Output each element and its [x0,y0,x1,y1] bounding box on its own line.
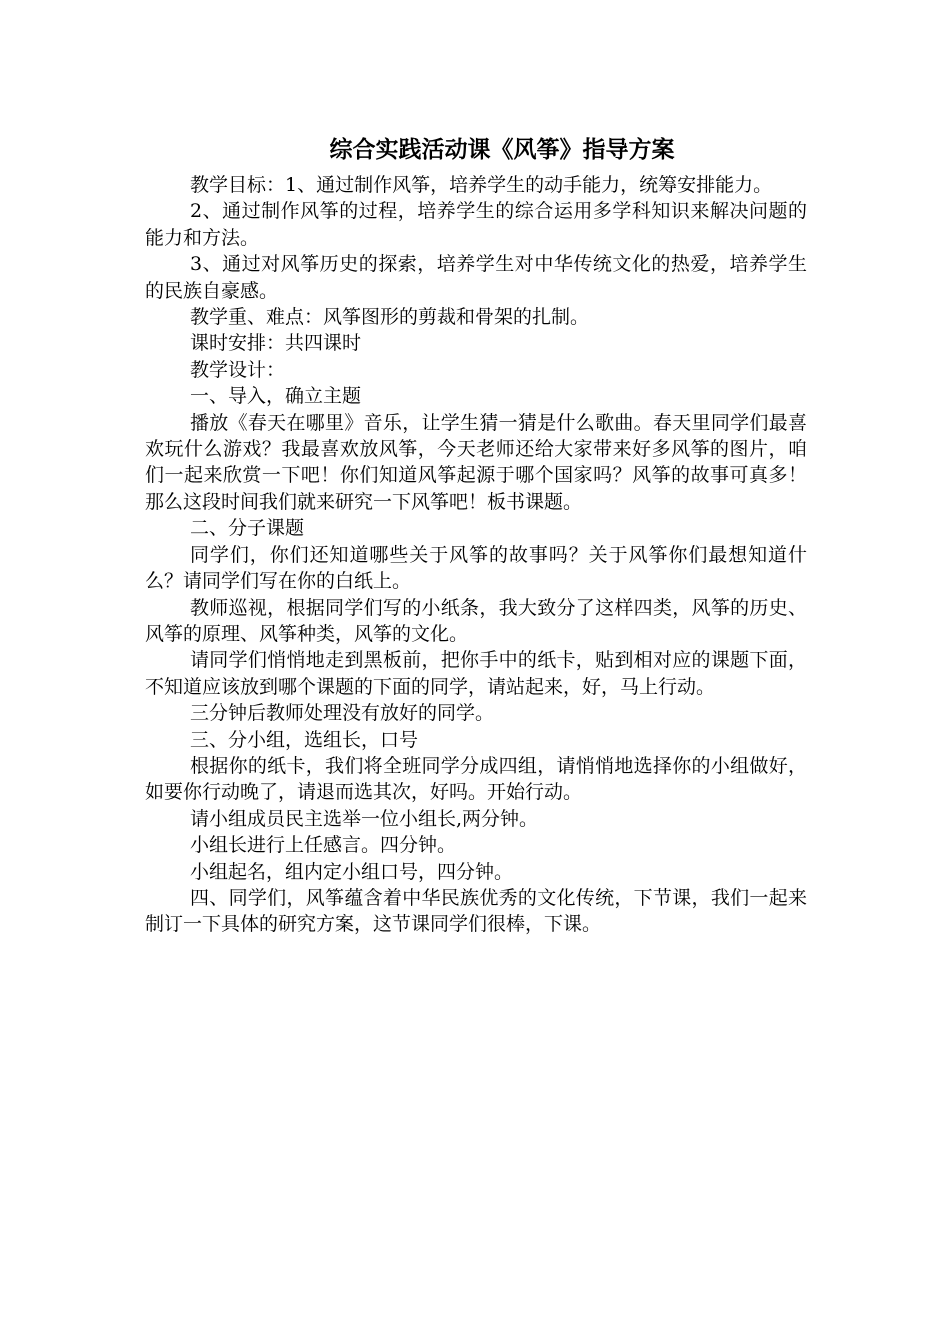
paragraph-design-heading: 教学设计： [190,358,286,381]
paragraph-grouping: 根据你的纸卡，我们将全班同学分成四组，请悄悄地选择你的小组做好，如要你行动晚了，请退而选其次，好吗。开始行动。 [145,754,807,804]
section-heading-3: 三、分小组，选组长，口号 [190,728,419,751]
paragraph-three-minutes: 三分钟后教师处理没有放好的同学。 [190,702,495,725]
paragraph-closing: 四、同学们，风筝蕴含着中华民族优秀的文化传统，下节课，我们一起来制订一下具体的研究方案，这节课同学们很棒，下课。 [145,886,807,936]
paragraph-key-points: 教学重、难点：风筝图形的剪裁和骨架的扎制。 [190,306,590,329]
paragraph-cards: 请同学们悄悄地走到黑板前，把你手中的纸卡，贴到相对应的课题下面，不知道应该放到哪个课题的下面的同学，请站起来，好，马上行动。 [145,649,807,698]
paragraph-naming: 小组起名，组内定小组口号，四分钟。 [190,860,514,883]
paragraph-election: 请小组成员民主选举一位小组长,两分钟。 [190,807,539,830]
document-body [145,172,807,938]
paragraph-categories: 教师巡视，根据同学们写的小纸条，我大致分了这样四类，风筝的历史、风筝的原理、风筝种类，风筝的文化。 [145,596,807,645]
paragraph-speech: 小组长进行上任感言。四分钟。 [190,834,457,857]
section-heading-1: 一、导入，确立主题 [190,385,362,408]
paragraph-questions: 同学们，你们还知道哪些关于风筝的故事吗？关于风筝你们最想知道什么？请同学们写在你的白纸上。 [145,543,807,593]
paragraph-objective-3: 3、通过对风筝历史的探索，培养学生对中华传统文化的热爱，培养学生的民族自豪感。 [145,253,807,302]
paragraph-objective-1: 教学目标：1、通过制作风筝，培养学生的动手能力，统筹安排能力。 [190,174,773,196]
document-title: 综合实践活动课《风筝》指导方案 [329,136,675,163]
section-heading-2: 二、分子课题 [190,517,305,540]
paragraph-intro: 播放《春天在哪里》音乐，让学生猜一猜是什么歌曲。春天里同学们最喜欢玩什么游戏？我最喜欢放风筝，今天老师还给大家带来好多风筝的图片，咱们一起来欣赏一下吧！你们知道风筝起源于哪个国家吗？风筝的故事可真多！那么这段时间我们就来研究一下风筝吧！板书课题。 [145,411,807,513]
paragraph-schedule: 课时安排：共四课时 [190,332,362,355]
paragraph-objective-2: 2、通过制作风筝的过程，培养学生的综合运用多学科知识来解决问题的能力和方法。 [145,200,807,249]
